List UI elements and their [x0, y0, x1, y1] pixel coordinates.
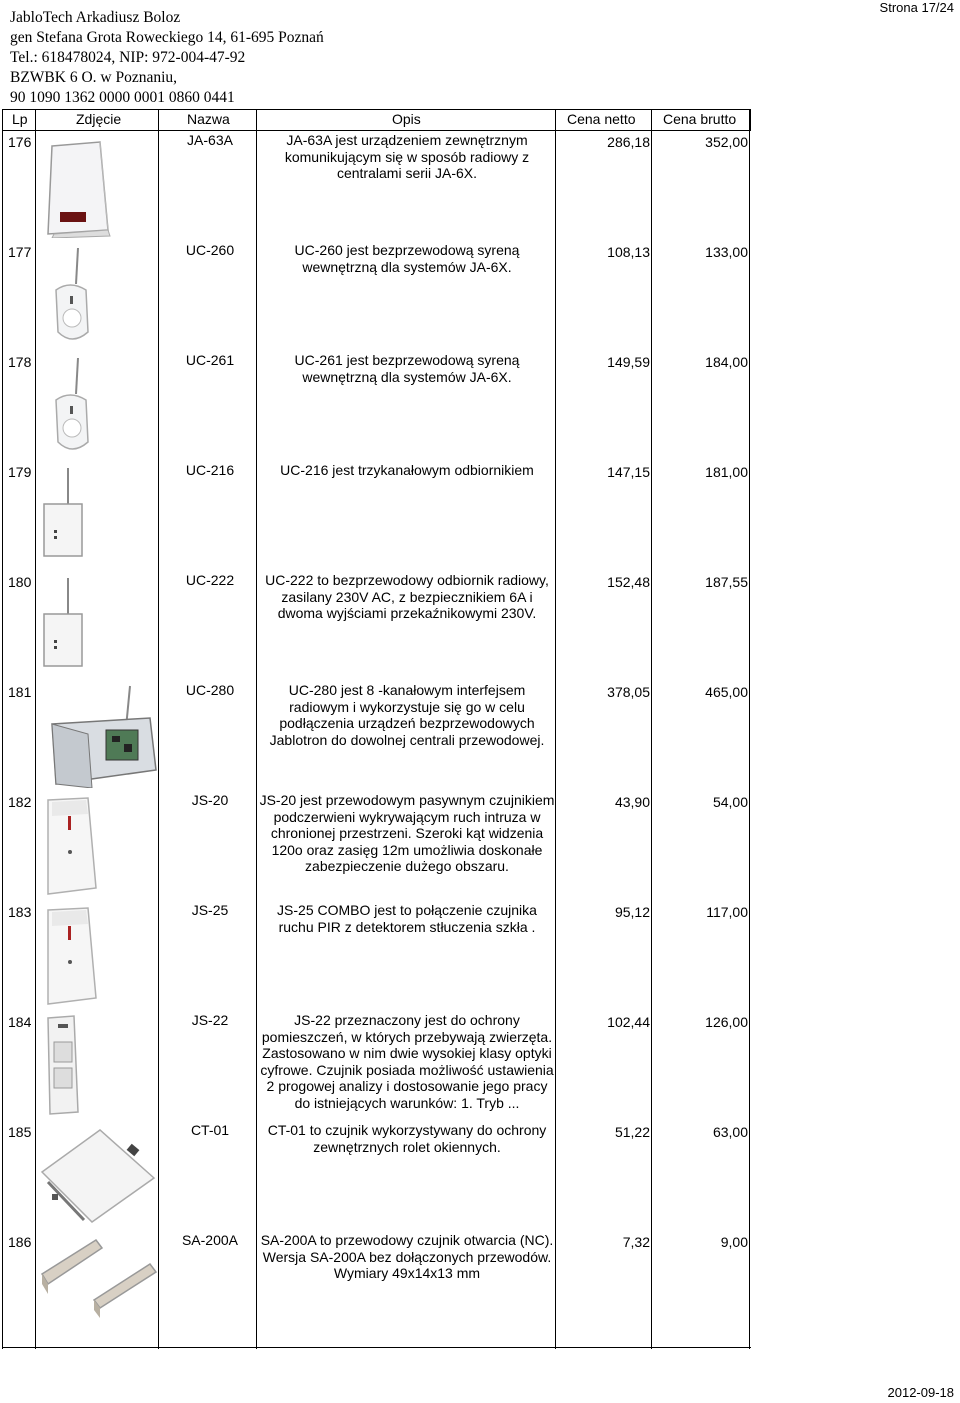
row-lp: 178 [8, 354, 32, 370]
header-desc: Opis [392, 111, 421, 127]
table-row [2, 350, 751, 460]
row-net-price: 152,48 [607, 574, 650, 590]
row-name: UC-222 [185, 572, 235, 588]
print-date: 2012-09-18 [887, 1385, 954, 1400]
row-name: UC-260 [185, 242, 235, 258]
header-net: Cena netto [567, 111, 636, 127]
row-gross-price: 126,00 [705, 1014, 748, 1030]
row-gross-price: 54,00 [712, 794, 748, 810]
row-gross-price: 133,00 [705, 244, 748, 260]
table-row [2, 460, 751, 570]
outdoor-siren-icon [38, 134, 158, 238]
company-phone-nip: Tel.: 618478024, NIP: 972-004-47-92 [10, 49, 246, 66]
row-name: UC-216 [185, 462, 235, 478]
header-name: Nazwa [187, 111, 230, 127]
receiver-icon [38, 574, 158, 678]
row-lp: 176 [8, 134, 32, 150]
row-net-price: 286,18 [607, 134, 650, 150]
row-gross-price: 184,00 [705, 354, 748, 370]
row-description: SA-200A to przewodowy czujnik otwarcia (NC). Wersja SA-200A bez dołączonych przewodów. Wymiary 49x14x13 mm [260, 1232, 554, 1281]
magnetic-contact-icon [38, 1234, 158, 1338]
pir-sensor-icon [38, 794, 158, 898]
table-row [2, 240, 751, 350]
indoor-siren-icon [38, 354, 158, 458]
row-net-price: 95,12 [614, 904, 650, 920]
header-lp: Lp [12, 111, 28, 127]
row-lp: 184 [8, 1014, 32, 1030]
table-row [2, 1120, 751, 1230]
row-net-price: 7,32 [622, 1234, 650, 1250]
row-gross-price: 465,00 [705, 684, 748, 700]
row-name: JS-20 [191, 792, 229, 808]
row-name: UC-280 [185, 682, 235, 698]
table-row [2, 900, 751, 1010]
table-row [2, 130, 751, 240]
table-row [2, 570, 751, 680]
row-gross-price: 9,00 [720, 1234, 748, 1250]
row-net-price: 378,05 [607, 684, 650, 700]
row-name: CT-01 [190, 1122, 230, 1138]
header-photo: Zdjęcie [76, 111, 122, 127]
row-description: UC-261 jest bezprzewodową syreną wewnętrzną dla systemów JA-6X. [294, 352, 520, 385]
indoor-siren-icon [38, 244, 158, 348]
row-lp: 186 [8, 1234, 32, 1250]
row-net-price: 43,90 [614, 794, 650, 810]
row-description: UC-280 jest 8 -kanałowym interfejsem radiowym i wykorzystuje się go w celu podłączenia urządzeń bezprzewodowych Jablotron do dowolnej centrali przewodowej. [269, 682, 545, 748]
table-row [2, 680, 751, 790]
table-header [2, 109, 751, 131]
row-gross-price: 181,00 [705, 464, 748, 480]
row-lp: 182 [8, 794, 32, 810]
page-number: Strona 17/24 [879, 0, 954, 15]
table-row [2, 790, 751, 900]
row-gross-price: 117,00 [706, 904, 748, 920]
row-description: JA-63A jest urządzeniem zewnętrznym komunikującym się w sposób radiowy z centralami serii JA-6X. [284, 132, 530, 181]
row-lp: 177 [8, 244, 32, 260]
table-bottom-border [2, 1347, 751, 1348]
row-name: JA-63A [187, 132, 233, 148]
row-net-price: 108,13 [607, 244, 650, 260]
company-name: JabloTech Arkadiusz Boloz [10, 9, 181, 26]
header-gross: Cena brutto [663, 111, 737, 127]
row-gross-price: 187,55 [705, 574, 748, 590]
row-lp: 179 [8, 464, 32, 480]
row-description: UC-216 jest trzykanałowym odbiornikiem [280, 462, 534, 478]
row-name: SA-200A [181, 1232, 239, 1248]
row-description: JS-22 przeznaczony jest do ochrony pomieszczeń, w których przebywają zwierzęta. Zastosowano w nim dwie wysokiej klasy optyki cyfrowe. Czujnik posiada możliwość ustawienia 2 progowej analizy i dostosowanie jego pracy do istniejących warunków: 1. Tryb ... [260, 1012, 554, 1111]
table-row [2, 1230, 751, 1340]
row-net-price: 102,44 [607, 1014, 650, 1030]
interface-box-icon [38, 684, 158, 788]
row-description: UC-260 jest bezprzewodową syreną wewnętrzną dla systemów JA-6X. [294, 242, 520, 275]
row-name: UC-261 [185, 352, 235, 368]
row-description: JS-20 jest przewodowym pasywnym czujnikiem podczerwieni wykrywającym ruch intruza w chronionej przestrzeni. Szeroki kąt widzenia 120o oraz zasięg 12m umożliwia doskonałe zabezpieczenie dużego obszaru. [259, 792, 555, 874]
row-lp: 185 [8, 1124, 32, 1140]
row-net-price: 51,22 [614, 1124, 650, 1140]
product-table [2, 130, 751, 1340]
company-address: gen Stefana Grota Roweckiego 14, 61-695 Poznań [10, 29, 324, 46]
row-description: CT-01 to czujnik wykorzystywany do ochrony zewnętrznych rolet okiennych. [267, 1122, 547, 1155]
pir-sensor-icon [38, 904, 158, 1008]
table-row [2, 1010, 751, 1120]
row-net-price: 149,59 [607, 354, 650, 370]
row-name: JS-25 [191, 902, 229, 918]
row-name: JS-22 [191, 1012, 229, 1028]
row-gross-price: 352,00 [705, 134, 748, 150]
row-description: JS-25 COMBO jest to połączenie czujnika ruchu PIR z detektorem stłuczenia szkła . [277, 902, 537, 935]
receiver-icon [38, 464, 158, 568]
company-info [10, 8, 324, 108]
pet-sensor-icon [38, 1014, 158, 1118]
company-bank: BZWBK 6 O. w Poznaniu, [10, 69, 178, 86]
row-net-price: 147,15 [607, 464, 650, 480]
row-lp: 183 [8, 904, 32, 920]
row-lp: 181 [8, 684, 32, 700]
row-lp: 180 [8, 574, 32, 590]
company-account: 90 1090 1362 0000 0001 0860 0441 [10, 89, 235, 106]
row-description: UC-222 to bezprzewodowy odbiornik radiowy, zasilany 230V AC, z bezpiecznikiem 6A i dwoma wyjściami przekaźnikowymi 230V. [265, 572, 549, 621]
shutter-sensor-icon [38, 1124, 158, 1228]
row-gross-price: 63,00 [712, 1124, 748, 1140]
